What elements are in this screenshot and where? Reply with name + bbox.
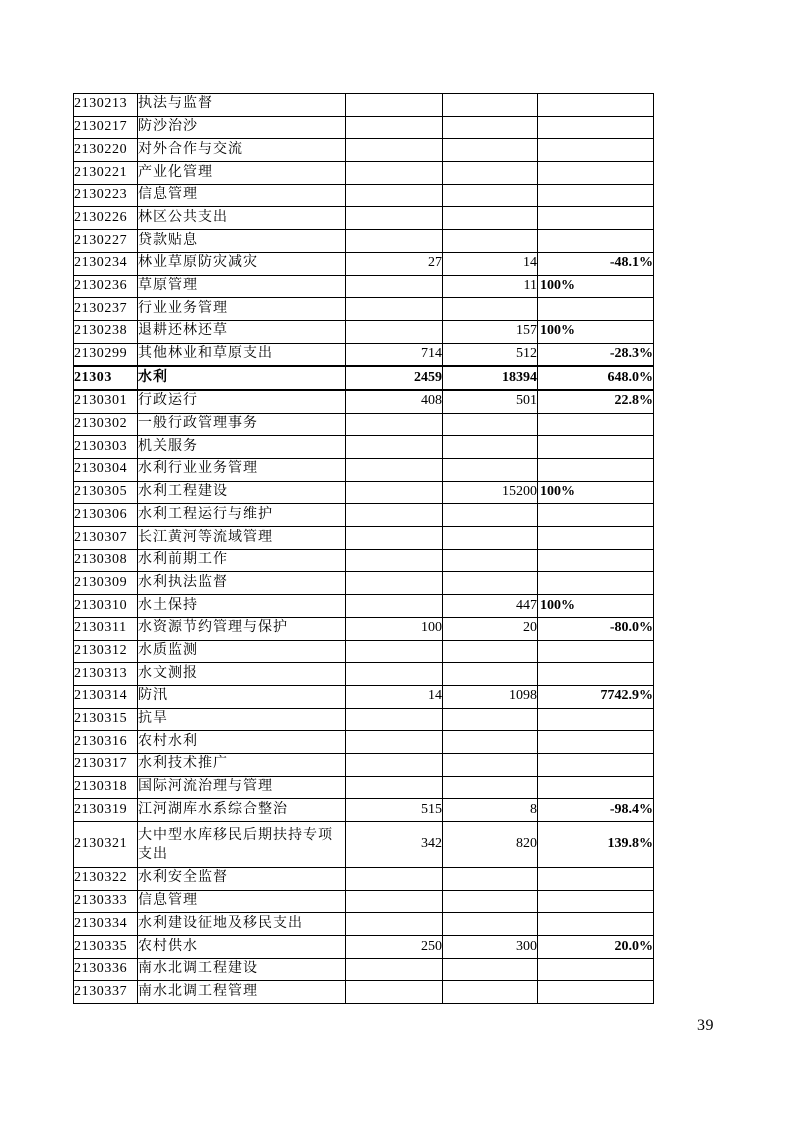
pct-cell: -28.3% [538, 343, 654, 366]
amount2-cell [443, 753, 538, 776]
amount1-cell [346, 413, 443, 436]
pct-cell: -98.4% [538, 799, 654, 822]
amount2-cell: 15200 [443, 481, 538, 504]
name-cell: 南水北调工程管理 [138, 981, 346, 1004]
pct-cell: 100% [538, 320, 654, 343]
pct-cell: 20.0% [538, 936, 654, 959]
code-cell: 2130302 [74, 413, 138, 436]
pct-cell [538, 184, 654, 207]
table-row [74, 958, 654, 981]
name-cell: 水利行业业务管理 [138, 459, 346, 482]
table-row [74, 343, 654, 366]
pct-cell [538, 139, 654, 162]
amount1-cell [346, 504, 443, 527]
amount2-cell: 8 [443, 799, 538, 822]
pct-cell [538, 958, 654, 981]
code-cell: 2130313 [74, 663, 138, 686]
pct-cell [538, 436, 654, 459]
name-cell: 水利工程建设 [138, 481, 346, 504]
name-cell: 水利前期工作 [138, 549, 346, 572]
amount2-cell [443, 958, 538, 981]
name-cell: 抗旱 [138, 708, 346, 731]
amount2-cell [443, 413, 538, 436]
page-number: 39 [697, 1017, 714, 1034]
table-row [74, 572, 654, 595]
amount1-cell [346, 572, 443, 595]
amount2-cell [443, 94, 538, 117]
amount2-cell [443, 868, 538, 891]
name-cell: 水利工程运行与维护 [138, 504, 346, 527]
amount2-cell [443, 504, 538, 527]
amount2-cell: 11 [443, 275, 538, 298]
name-cell: 水资源节约管理与保护 [138, 617, 346, 640]
table-row [74, 184, 654, 207]
code-cell: 2130319 [74, 799, 138, 822]
pct-cell: 7742.9% [538, 685, 654, 708]
code-cell: 2130315 [74, 708, 138, 731]
code-cell: 2130234 [74, 252, 138, 275]
pct-cell [538, 527, 654, 550]
name-cell: 林业草原防灾减灾 [138, 252, 346, 275]
code-cell: 2130220 [74, 139, 138, 162]
amount2-cell: 20 [443, 617, 538, 640]
pct-cell [538, 776, 654, 799]
name-cell: 退耕还林还草 [138, 320, 346, 343]
amount1-cell [346, 320, 443, 343]
amount2-cell: 14 [443, 252, 538, 275]
amount2-cell [443, 708, 538, 731]
amount1-cell: 714 [346, 343, 443, 366]
amount1-cell [346, 663, 443, 686]
amount1-cell [346, 981, 443, 1004]
table-row [74, 390, 654, 413]
amount2-cell [443, 459, 538, 482]
name-cell: 水利执法监督 [138, 572, 346, 595]
amount1-cell [346, 958, 443, 981]
amount2-cell [443, 527, 538, 550]
code-cell: 2130312 [74, 640, 138, 663]
amount2-cell: 18394 [443, 366, 538, 390]
code-cell: 2130318 [74, 776, 138, 799]
code-cell: 2130237 [74, 298, 138, 321]
table-row [74, 275, 654, 298]
pct-cell: -80.0% [538, 617, 654, 640]
amount2-cell [443, 184, 538, 207]
name-cell: 对外合作与交流 [138, 139, 346, 162]
code-cell: 2130223 [74, 184, 138, 207]
name-cell: 江河湖库水系综合整治 [138, 799, 346, 822]
pct-cell [538, 731, 654, 754]
table-row [74, 549, 654, 572]
amount2-cell: 300 [443, 936, 538, 959]
amount1-cell: 14 [346, 685, 443, 708]
name-cell: 水质监测 [138, 640, 346, 663]
amount1-cell [346, 595, 443, 618]
amount2-cell: 157 [443, 320, 538, 343]
name-cell: 水文测报 [138, 663, 346, 686]
code-cell: 2130336 [74, 958, 138, 981]
amount2-cell [443, 731, 538, 754]
pct-cell [538, 640, 654, 663]
pct-cell [538, 549, 654, 572]
pct-cell [538, 572, 654, 595]
pct-cell: 100% [538, 481, 654, 504]
amount1-cell: 515 [346, 799, 443, 822]
amount1-cell [346, 913, 443, 936]
amount1-cell [346, 94, 443, 117]
table-row [74, 252, 654, 275]
amount2-cell: 447 [443, 595, 538, 618]
pct-cell: 22.8% [538, 390, 654, 413]
amount2-cell [443, 890, 538, 913]
pct-cell [538, 116, 654, 139]
amount1-cell [346, 139, 443, 162]
code-cell: 2130236 [74, 275, 138, 298]
table-row [74, 799, 654, 822]
name-cell: 一般行政管理事务 [138, 413, 346, 436]
table-row [74, 320, 654, 343]
name-cell: 行业业务管理 [138, 298, 346, 321]
name-cell: 水利技术推广 [138, 753, 346, 776]
name-cell: 国际河流治理与管理 [138, 776, 346, 799]
name-cell: 水利建设征地及移民支出 [138, 913, 346, 936]
pct-cell [538, 868, 654, 891]
amount1-cell [346, 527, 443, 550]
amount2-cell [443, 776, 538, 799]
amount2-cell: 820 [443, 822, 538, 868]
table-row [74, 776, 654, 799]
table-row [74, 162, 654, 185]
amount1-cell [346, 116, 443, 139]
code-cell: 2130322 [74, 868, 138, 891]
amount1-cell [346, 436, 443, 459]
code-cell: 2130307 [74, 527, 138, 550]
table-row [74, 685, 654, 708]
amount1-cell [346, 776, 443, 799]
amount1-cell [346, 184, 443, 207]
pct-cell [538, 413, 654, 436]
table-row [74, 595, 654, 618]
pct-cell [538, 230, 654, 253]
table-row [74, 981, 654, 1004]
table-row [74, 459, 654, 482]
code-cell: 2130316 [74, 731, 138, 754]
table-row [74, 868, 654, 891]
pct-cell [538, 753, 654, 776]
code-cell: 2130299 [74, 343, 138, 366]
code-cell: 2130213 [74, 94, 138, 117]
code-cell: 2130310 [74, 595, 138, 618]
amount1-cell [346, 207, 443, 230]
name-cell: 南水北调工程建设 [138, 958, 346, 981]
code-cell: 2130226 [74, 207, 138, 230]
table-row [74, 116, 654, 139]
amount2-cell [443, 640, 538, 663]
amount2-cell: 501 [443, 390, 538, 413]
name-cell: 防沙治沙 [138, 116, 346, 139]
budget-table [73, 93, 654, 1004]
table-row [74, 481, 654, 504]
code-cell: 2130227 [74, 230, 138, 253]
name-cell: 农村供水 [138, 936, 346, 959]
table-row [74, 413, 654, 436]
amount1-cell [346, 753, 443, 776]
code-cell: 2130314 [74, 685, 138, 708]
amount1-cell [346, 549, 443, 572]
name-cell: 水利安全监督 [138, 868, 346, 891]
code-cell: 2130306 [74, 504, 138, 527]
amount1-cell [346, 868, 443, 891]
name-cell: 信息管理 [138, 890, 346, 913]
code-cell: 2130334 [74, 913, 138, 936]
amount2-cell [443, 981, 538, 1004]
budget-table-body [74, 94, 654, 1004]
amount2-cell: 512 [443, 343, 538, 366]
pct-cell [538, 459, 654, 482]
code-cell: 2130305 [74, 481, 138, 504]
amount2-cell [443, 139, 538, 162]
code-cell: 2130217 [74, 116, 138, 139]
table-row [74, 617, 654, 640]
pct-cell [538, 981, 654, 1004]
table-row [74, 436, 654, 459]
name-cell: 其他林业和草原支出 [138, 343, 346, 366]
amount1-cell [346, 708, 443, 731]
name-cell: 执法与监督 [138, 94, 346, 117]
amount1-cell [346, 731, 443, 754]
pct-cell: 100% [538, 275, 654, 298]
table-row [74, 139, 654, 162]
pct-cell [538, 890, 654, 913]
table-row [74, 527, 654, 550]
name-cell: 行政运行 [138, 390, 346, 413]
name-cell: 草原管理 [138, 275, 346, 298]
pct-cell: -48.1% [538, 252, 654, 275]
pct-cell [538, 207, 654, 230]
code-cell: 2130221 [74, 162, 138, 185]
table-row [74, 822, 654, 868]
amount2-cell [443, 162, 538, 185]
amount1-cell [346, 275, 443, 298]
pct-cell: 100% [538, 595, 654, 618]
amount2-cell [443, 207, 538, 230]
code-cell: 2130337 [74, 981, 138, 1004]
code-cell: 2130335 [74, 936, 138, 959]
amount1-cell [346, 230, 443, 253]
amount2-cell [443, 230, 538, 253]
amount1-cell [346, 640, 443, 663]
table-row [74, 94, 654, 117]
table-row [74, 708, 654, 731]
name-cell: 贷款贴息 [138, 230, 346, 253]
table-row [74, 753, 654, 776]
code-cell: 2130301 [74, 390, 138, 413]
table-row [74, 298, 654, 321]
code-cell: 2130309 [74, 572, 138, 595]
name-cell: 林区公共支出 [138, 207, 346, 230]
amount1-cell [346, 481, 443, 504]
amount2-cell [443, 913, 538, 936]
amount2-cell [443, 572, 538, 595]
amount2-cell [443, 436, 538, 459]
amount1-cell: 2459 [346, 366, 443, 390]
amount2-cell [443, 663, 538, 686]
name-cell: 长江黄河等流域管理 [138, 527, 346, 550]
table-row [74, 504, 654, 527]
amount1-cell [346, 459, 443, 482]
table-row [74, 913, 654, 936]
amount2-cell: 1098 [443, 685, 538, 708]
amount1-cell [346, 162, 443, 185]
code-cell: 2130238 [74, 320, 138, 343]
table-row [74, 731, 654, 754]
table-row [74, 366, 654, 390]
name-cell: 信息管理 [138, 184, 346, 207]
code-cell: 2130304 [74, 459, 138, 482]
code-cell: 2130333 [74, 890, 138, 913]
pct-cell: 139.8% [538, 822, 654, 868]
name-cell: 农村水利 [138, 731, 346, 754]
amount2-cell [443, 116, 538, 139]
name-cell: 大中型水库移民后期扶持专项支出 [138, 822, 346, 868]
pct-cell [538, 708, 654, 731]
pct-cell [538, 298, 654, 321]
code-cell: 2130321 [74, 822, 138, 868]
table-row [74, 890, 654, 913]
amount1-cell: 100 [346, 617, 443, 640]
amount2-cell [443, 298, 538, 321]
name-cell: 水土保持 [138, 595, 346, 618]
amount1-cell [346, 890, 443, 913]
code-cell: 21303 [74, 366, 138, 390]
pct-cell [538, 94, 654, 117]
code-cell: 2130303 [74, 436, 138, 459]
amount1-cell: 408 [346, 390, 443, 413]
pct-cell [538, 162, 654, 185]
name-cell: 产业化管理 [138, 162, 346, 185]
table-row [74, 663, 654, 686]
pct-cell: 648.0% [538, 366, 654, 390]
code-cell: 2130308 [74, 549, 138, 572]
pct-cell [538, 913, 654, 936]
code-cell: 2130311 [74, 617, 138, 640]
name-cell: 水利 [138, 366, 346, 390]
pct-cell [538, 504, 654, 527]
amount1-cell: 250 [346, 936, 443, 959]
table-row [74, 936, 654, 959]
amount1-cell [346, 298, 443, 321]
table-row [74, 640, 654, 663]
table-row [74, 230, 654, 253]
amount1-cell: 342 [346, 822, 443, 868]
amount1-cell: 27 [346, 252, 443, 275]
name-cell: 机关服务 [138, 436, 346, 459]
amount2-cell [443, 549, 538, 572]
code-cell: 2130317 [74, 753, 138, 776]
name-cell: 防汛 [138, 685, 346, 708]
pct-cell [538, 663, 654, 686]
table-row [74, 207, 654, 230]
